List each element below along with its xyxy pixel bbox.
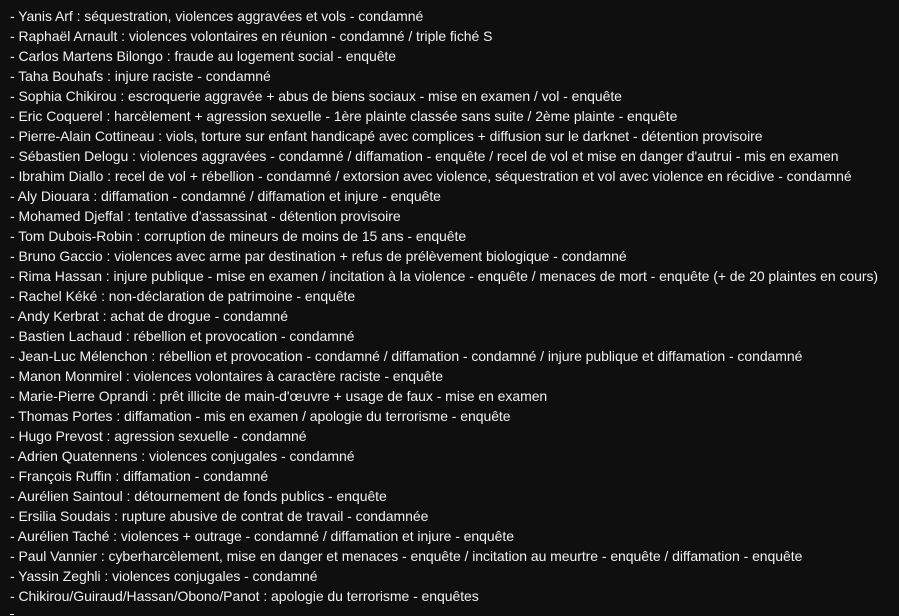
list-item: - Manon Monmirel : violences volontaires à caractère raciste - enquête — [10, 368, 444, 384]
list-item: - Ibrahim Diallo : recel de vol + rébellion - condamné / extorsion avec violence, séquestration et vol avec violence en récidive - condamné — [10, 168, 852, 184]
list-item: - Chikirou/Guiraud/Hassan/Obono/Panot : apologie du terrorisme - enquêtes — [10, 588, 479, 604]
list-item: - Yanis Arf : séquestration, violences aggravées et vols - condamné — [10, 8, 424, 24]
list-item: - Paul Vannier : cyberharcèlement, mise en danger et menaces - enquête / incitation au meurtre - enquête / diffamation - enquête — [10, 548, 803, 564]
list-item: - Adrien Quatennens : violences conjugales - condamné — [10, 448, 355, 464]
list-item: - Sébastien Delogu : violences aggravées - condamné / diffamation - enquête / recel de vol et mise en danger d'autrui - mis en examen — [10, 148, 839, 164]
list-item: - Eric Coquerel : harcèlement + agression sexuelle - 1ère plainte classée sans suite / 2ème plainte - enquête — [10, 108, 678, 124]
list-item: - Carlos Martens Bilongo : fraude au logement social - enquête — [10, 48, 397, 64]
list-item: - Yassin Zeghli : violences conjugales - condamné — [10, 568, 318, 584]
list-item: - Tom Dubois-Robin : corruption de mineurs de moins de 15 ans - enquête — [10, 228, 467, 244]
list-item: - Aly Diouara : diffamation - condamné / diffamation et injure - enquête — [10, 188, 441, 204]
list-item: - Bruno Gaccio : violences avec arme par destination + refus de prélèvement biologique - condamné — [10, 248, 627, 264]
list-item: - Aurélien Taché : violences + outrage - condamné / diffamation et injure - enquête — [10, 528, 514, 544]
list-item: - Jean-Luc Mélenchon : rébellion et provocation - condamné / diffamation - condamné / injure publique et diffamation - condamné — [10, 348, 803, 364]
list-item: - François Ruffin : diffamation - condamné — [10, 468, 269, 484]
list-item: - Andy Kerbrat : achat de drogue - condamné — [10, 308, 289, 324]
list-item: - Bastien Lachaud : rébellion et provocation - condamné — [10, 328, 355, 344]
list-item: - Rachel Kéké : non-déclaration de patrimoine - enquête — [10, 288, 356, 304]
comment-text-list — [0, 6, 878, 606]
list-item: - Taha Bouhafs : injure raciste - condamné — [10, 68, 271, 84]
list-item: - Sophia Chikirou : escroquerie aggravée + abus de biens sociaux - mise en examen / vol - enquête — [10, 88, 622, 104]
list-item: - Aurélien Saintoul : détournement de fonds publics - enquête — [10, 488, 387, 504]
list-item: - Thomas Portes : diffamation - mis en examen / apologie du terrorisme - enquête — [10, 408, 511, 424]
list-item: - Rima Hassan : injure publique - mise en examen / incitation à la violence - enquête / menaces de mort - enquête (+ de 20 plaintes en cours) — [10, 268, 879, 284]
list-item: - Raphaël Arnault : violences volontaires en réunion - condamné / triple fiché S — [10, 28, 493, 44]
list-item: - Ersilia Soudais : rupture abusive de contrat de travail - condamnée — [10, 508, 429, 524]
list-item: - Marie-Pierre Oprandi : prêt illicite de main-d'œuvre + usage de faux - mise en examen — [10, 388, 548, 404]
list-item: - Hugo Prevost : agression sexuelle - condamné — [10, 428, 307, 444]
list-item: - Pierre-Alain Cottineau : viols, torture sur enfant handicapé avec complices + diffusion sur le darknet - détention provisoire — [10, 128, 763, 144]
list-item: - Mohamed Djeffal : tentative d'assassinat - détention provisoire — [10, 208, 401, 224]
cut-off-next-line — [10, 609, 20, 616]
